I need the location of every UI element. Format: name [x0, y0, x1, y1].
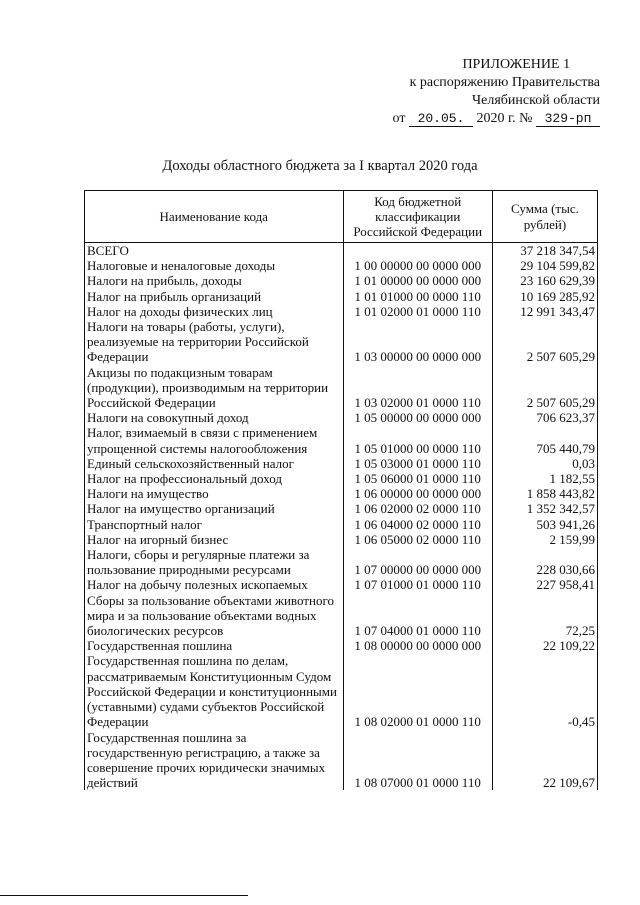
- cell-name: Государственная пошлина по делам, рассматриваемым Конституционным Судом Российской Федерации и конституционными (уставными) судами субъектов Российской Федерации: [85, 653, 344, 729]
- cell-amount: 2 159,99: [492, 532, 597, 547]
- cell-name: Налоги, сборы и регулярные платежи за пользование природными ресурсами: [85, 547, 344, 577]
- table-row: [85, 517, 598, 532]
- header-code: Код бюджетной классификации Российской Федерации: [343, 191, 492, 243]
- cell-code: 1 07 01000 01 0000 110: [343, 577, 492, 592]
- cell-name: Налог на прибыль организаций: [85, 289, 344, 304]
- cell-name: Налог на добычу полезных ископаемых: [85, 577, 344, 592]
- table-row: [85, 547, 598, 577]
- cell-code: 1 07 00000 00 0000 000: [343, 547, 492, 577]
- cell-code: 1 08 00000 00 0000 000: [343, 638, 492, 653]
- cell-code: 1 08 02000 01 0000 110: [343, 653, 492, 729]
- table-row: [85, 258, 598, 273]
- number-label: №: [519, 111, 533, 126]
- cell-name: Налог на доходы физических лиц: [85, 304, 344, 319]
- cell-name: Сборы за пользование объектами животного мира и за пользование объектами водных биологических ресурсов: [85, 593, 344, 639]
- cell-amount: 22 109,67: [492, 730, 597, 791]
- cell-code: 1 06 05000 02 0000 110: [343, 532, 492, 547]
- cell-code: 1 05 03000 01 0000 110: [343, 456, 492, 471]
- appendix-header: [393, 56, 600, 128]
- cell-name: Налог на профессиональный доход: [85, 471, 344, 486]
- cell-amount: 2 507 605,29: [492, 319, 597, 365]
- cell-code: 1 03 02000 01 0000 110: [343, 365, 492, 411]
- cell-amount: 10 169 285,92: [492, 289, 597, 304]
- table-header-row: [85, 191, 598, 243]
- cell-code: 1 06 00000 00 0000 000: [343, 486, 492, 501]
- order-date: 20.05.: [409, 112, 473, 127]
- table-row: [85, 471, 598, 486]
- table-row: [85, 365, 598, 411]
- cell-code: 1 07 04000 01 0000 110: [343, 593, 492, 639]
- appendix-title: ПРИЛОЖЕНИЕ 1: [462, 57, 571, 72]
- cell-amount: 706 623,37: [492, 410, 597, 425]
- appendix-date-line: [393, 110, 600, 128]
- cell-name: Транспортный налог: [85, 517, 344, 532]
- header-amount: Сумма (тыс. рублей): [492, 191, 597, 243]
- cell-code: 1 05 01000 00 0000 110: [343, 425, 492, 455]
- cell-name: Государственная пошлина: [85, 638, 344, 653]
- table-row: [85, 532, 598, 547]
- cell-code: 1 03 00000 00 0000 000: [343, 319, 492, 365]
- cell-amount: 227 958,41: [492, 577, 597, 592]
- cell-amount: 0,03: [492, 456, 597, 471]
- cell-amount: 1 858 443,82: [492, 486, 597, 501]
- cell-code: 1 01 01000 00 0000 110: [343, 289, 492, 304]
- cell-code: 1 05 00000 00 0000 000: [343, 410, 492, 425]
- table-row: [85, 410, 598, 425]
- cell-amount: 2 507 605,29: [492, 365, 597, 411]
- cell-name: Единый сельскохозяйственный налог: [85, 456, 344, 471]
- table-row: [85, 319, 598, 365]
- cell-name: Налог на игорный бизнес: [85, 532, 344, 547]
- from-label: от: [392, 111, 406, 126]
- cell-name: Налоги на прибыль, доходы: [85, 273, 344, 288]
- cell-code: 1 06 04000 02 0000 110: [343, 517, 492, 532]
- cell-amount: 228 030,66: [492, 547, 597, 577]
- cell-name: Акцизы по подакцизным товарам (продукции), производимым на территории Российской Федерации: [85, 365, 344, 411]
- cell-code: 1 01 02000 01 0000 110: [343, 304, 492, 319]
- header-name: Наименование кода: [85, 191, 344, 243]
- table-row: [85, 243, 598, 259]
- cell-code: 1 00 00000 00 0000 000: [343, 258, 492, 273]
- year-label: 2020 г.: [476, 111, 516, 126]
- cell-amount: 705 440,79: [492, 425, 597, 455]
- cell-name: ВСЕГО: [85, 243, 344, 259]
- cell-amount: -0,45: [492, 653, 597, 729]
- cell-amount: 23 160 629,39: [492, 273, 597, 288]
- table-row: [85, 456, 598, 471]
- cell-name: Налоги на совокупный доход: [85, 410, 344, 425]
- cell-name: Налог, взимаемый в связи с применением упрощенной системы налогообложения: [85, 425, 344, 455]
- cell-amount: 72,25: [492, 593, 597, 639]
- appendix-region-line: Челябинской области: [472, 93, 600, 108]
- cell-code: 1 08 07000 01 0000 110: [343, 730, 492, 791]
- revenue-table: [84, 190, 598, 790]
- cell-code: 1 01 00000 00 0000 000: [343, 273, 492, 288]
- cell-name: Налоговые и неналоговые доходы: [85, 258, 344, 273]
- table-row: [85, 273, 598, 288]
- footer-divider: [0, 895, 248, 896]
- table-row: [85, 289, 598, 304]
- cell-amount: 22 109,22: [492, 638, 597, 653]
- table-row: [85, 486, 598, 501]
- cell-code: [343, 243, 492, 259]
- order-number: 329-рп: [536, 112, 600, 127]
- cell-amount: 29 104 599,82: [492, 258, 597, 273]
- cell-name: Государственная пошлина за государственную регистрацию, а также за совершение прочих юридически значимых действий: [85, 730, 344, 791]
- cell-amount: 1 182,55: [492, 471, 597, 486]
- cell-name: Налог на имущество организаций: [85, 501, 344, 516]
- table-row: [85, 638, 598, 653]
- document-title: Доходы областного бюджета за I квартал 2020 года: [162, 158, 478, 174]
- table-row: [85, 730, 598, 791]
- cell-amount: 503 941,26: [492, 517, 597, 532]
- table-row: [85, 501, 598, 516]
- cell-name: Налоги на товары (работы, услуги), реализуемые на территории Российской Федерации: [85, 319, 344, 365]
- cell-code: 1 05 06000 01 0000 110: [343, 471, 492, 486]
- table-row: [85, 425, 598, 455]
- cell-amount: 1 352 342,57: [492, 501, 597, 516]
- cell-code: 1 06 02000 02 0000 110: [343, 501, 492, 516]
- cell-amount: 12 991 343,47: [492, 304, 597, 319]
- table-row: [85, 577, 598, 592]
- table-row: [85, 304, 598, 319]
- table-row: [85, 653, 598, 729]
- cell-amount: 37 218 347,54: [492, 243, 597, 259]
- cell-name: Налоги на имущество: [85, 486, 344, 501]
- appendix-order-line: к распоряжению Правительства: [409, 75, 600, 90]
- table-row: [85, 593, 598, 639]
